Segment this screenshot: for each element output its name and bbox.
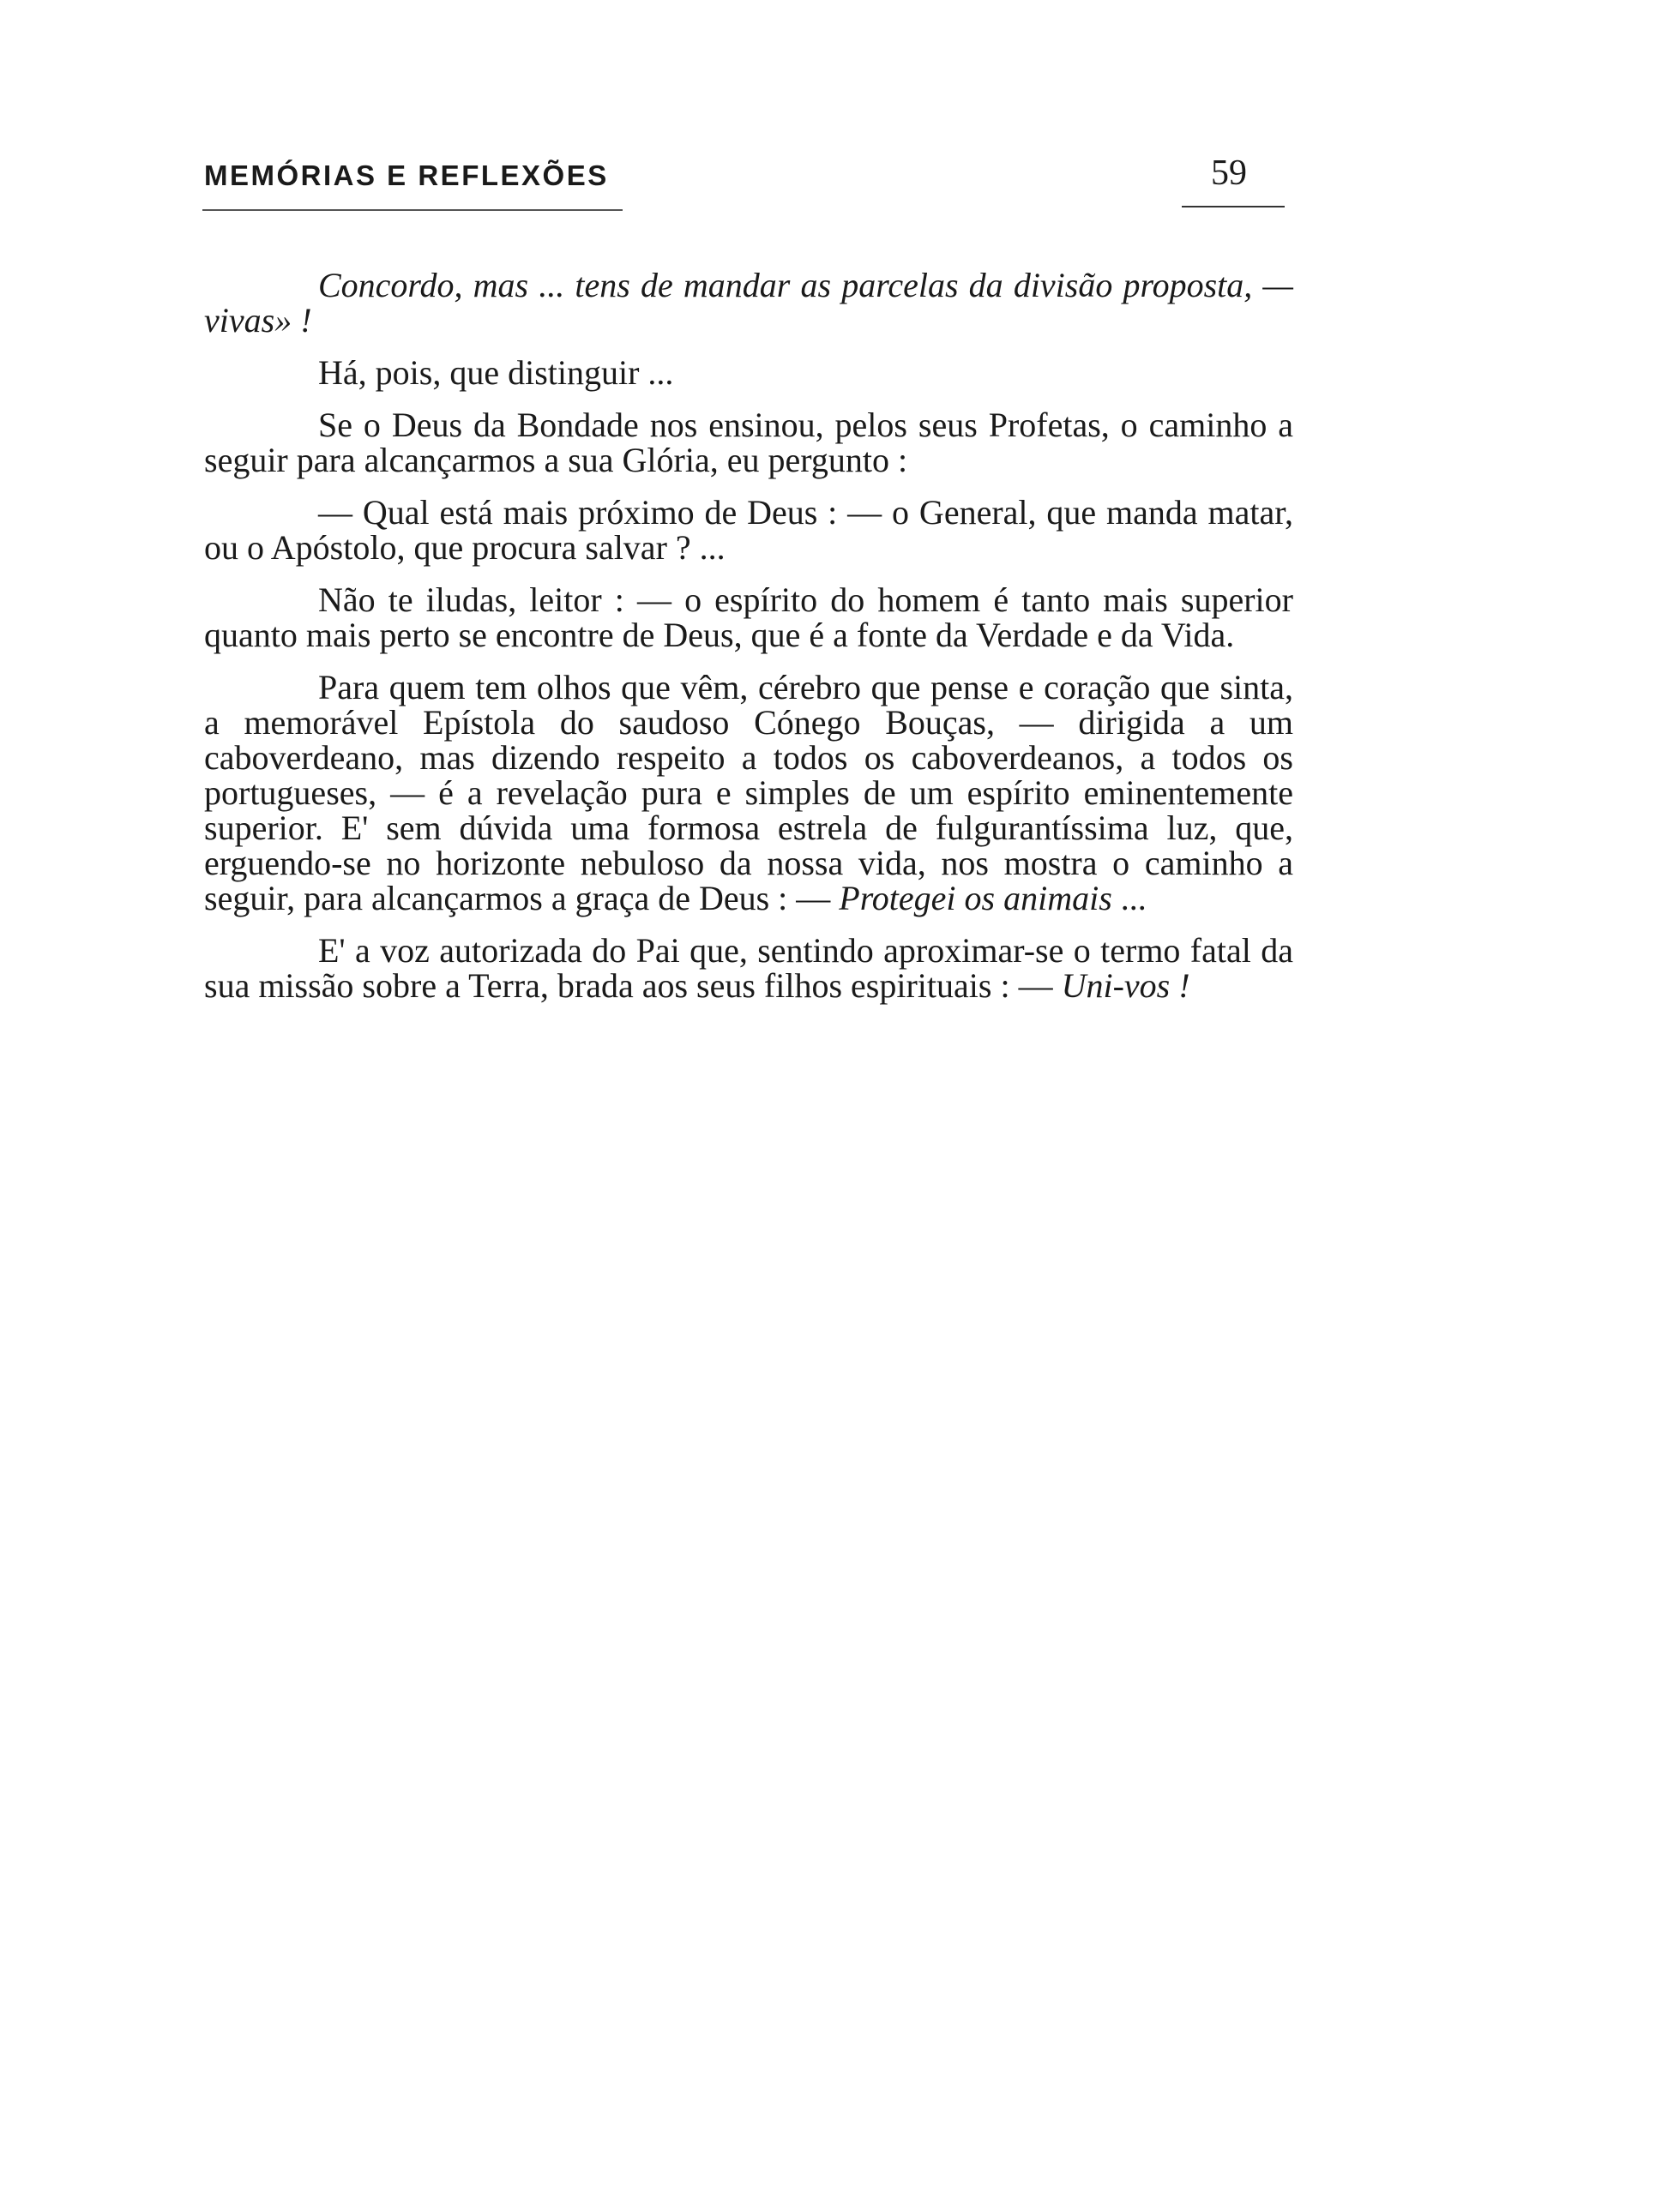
paragraph-quote: Concordo, mas ... tens de mandar as parcelas da divisão proposta, — vivas» ! [204,266,1293,340]
paragraph [204,933,1293,1003]
paragraph: Não te iludas, leitor : — o espírito do homem é tanto mais superior quanto mais perto se encontre de Deus, que é a fonte da Verdade e da Vida. [204,580,1293,654]
paragraph: Há, pois, que distinguir ... [318,353,674,392]
body-text [204,267,1293,1020]
emphasis-text: Protegei os animais [839,879,1112,917]
paragraph: — Qual está mais próximo de Deus : — o General, que manda matar, ou o Apóstolo, que procura salvar ? ... [204,493,1293,567]
header-rule [202,209,623,211]
paragraph: Se o Deus da Bondade nos ensinou, pelos seus Profetas, o caminho a seguir para alcançarmos a sua Glória, eu pergunto : [204,406,1293,479]
paragraph-text: E' a voz autorizada do Pai que, sentindo aproximar-se o termo fatal da sua missão sobre a Terra, brada aos seus filhos espirituais : — [204,931,1293,1005]
paragraph [204,670,1293,916]
emphasis-text: Uni-vos ! [1061,966,1190,1005]
page-number: 59 [1211,153,1247,193]
page-number-rule [1182,206,1285,207]
running-title: MEMÓRIAS E REFLEXÕES [204,159,609,191]
paragraph-text-end: ... [1111,879,1147,917]
paragraph-text: Para quem tem olhos que vêm, cérebro que pense e coração que sinta, a memorável Epístola do saudoso Cónego Bouças, — dirigida a um caboverdeano, mas dizendo respeito a todos os caboverdeanos, a todos os portugueses, — é a revelação pura e simples de um espírito eminentemente superior. E' sem dúvida uma formosa estrela de fulgurantíssima luz, que, erguendo-se no horizonte nebuloso da nossa vida, nos mostra o caminho a seguir, para alcançarmos a graça de Deus : — [204,668,1293,917]
